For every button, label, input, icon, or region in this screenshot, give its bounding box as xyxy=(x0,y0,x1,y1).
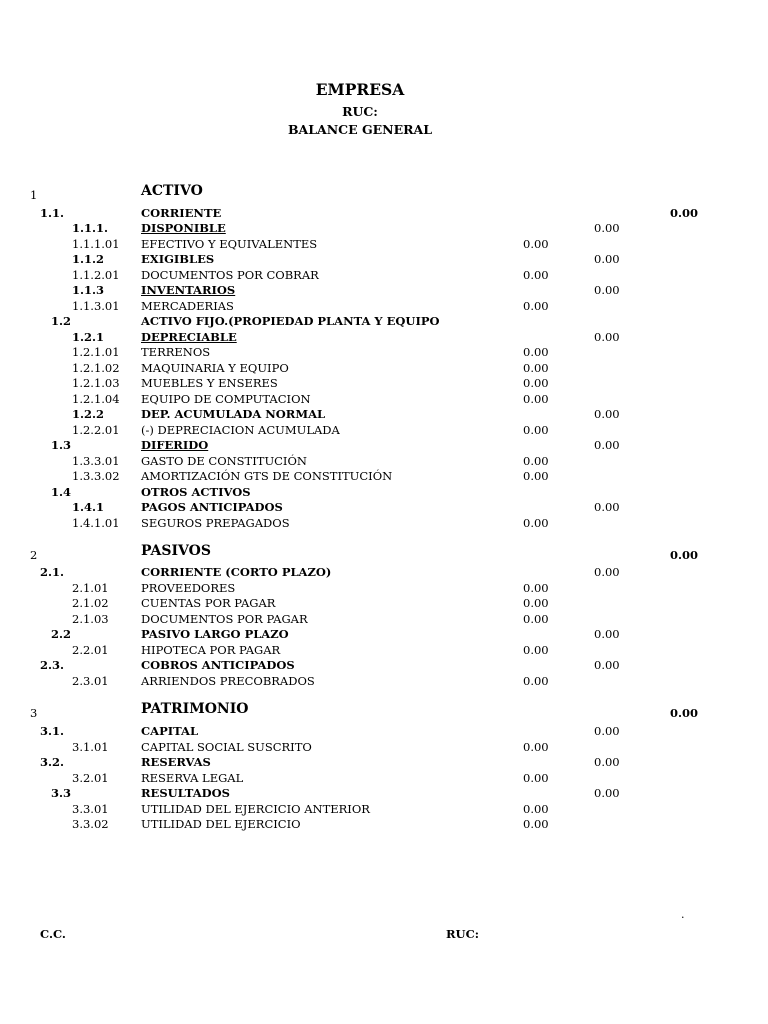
amount-v1: 0.00 xyxy=(523,817,549,831)
amount-v1: 0.00 xyxy=(523,237,549,251)
amount-v2: 0.00 xyxy=(594,755,620,769)
account-name: UTILIDAD DEL EJERCICIO ANTERIOR xyxy=(141,802,370,816)
account-code: 3.2.01 xyxy=(72,771,109,785)
amount-v1: 0.00 xyxy=(523,643,549,657)
amount-v2: 0.00 xyxy=(594,221,620,235)
account-code: 1.2 xyxy=(51,314,72,328)
account-code: 2.3.01 xyxy=(72,674,109,688)
amount-v1: 0.00 xyxy=(523,454,549,468)
account-code: 1.1.1.01 xyxy=(72,237,120,251)
account-code: 2.1.01 xyxy=(72,581,109,595)
amount-v2: 0.00 xyxy=(594,627,620,641)
group-row xyxy=(0,206,768,221)
account-row xyxy=(0,581,768,596)
amount-v2: 0.00 xyxy=(594,786,620,800)
amount-v1: 0.00 xyxy=(523,268,549,282)
account-code: 1.2.1.04 xyxy=(72,392,120,406)
group-row xyxy=(0,314,768,329)
section-row xyxy=(0,183,768,203)
account-row xyxy=(0,817,768,832)
account-name: DIFERIDO xyxy=(141,438,209,452)
account-name: PATRIMONIO xyxy=(141,701,249,717)
amount-v1: 0.00 xyxy=(523,392,549,406)
account-row xyxy=(0,345,768,360)
account-row xyxy=(0,802,768,817)
amount-v2: 0.00 xyxy=(594,407,620,421)
account-code: 1.2.1.01 xyxy=(72,345,120,359)
account-name: EQUIPO DE COMPUTACION xyxy=(141,392,311,406)
account-name: CORRIENTE (CORTO PLAZO) xyxy=(141,565,332,579)
account-row xyxy=(0,361,768,376)
account-row xyxy=(0,237,768,252)
account-code: 2.1.03 xyxy=(72,612,109,626)
account-name: RESERVAS xyxy=(141,755,211,769)
amount-v1: 0.00 xyxy=(523,299,549,313)
account-name: (-) DEPRECIACION ACUMULADA xyxy=(141,423,340,437)
account-row xyxy=(0,596,768,611)
account-code: 1.4.1.01 xyxy=(72,516,120,530)
account-name: OTROS ACTIVOS xyxy=(141,485,251,499)
account-row xyxy=(0,392,768,407)
account-code: 3.2. xyxy=(40,755,65,769)
account-name: RESULTADOS xyxy=(141,786,230,800)
account-name: PASIVO LARGO PLAZO xyxy=(141,627,289,641)
amount-v1: 0.00 xyxy=(523,345,549,359)
amount-v2: 0.00 xyxy=(594,658,620,672)
amount-v1: 0.00 xyxy=(523,740,549,754)
account-name: ARRIENDOS PRECOBRADOS xyxy=(141,674,315,688)
group-row xyxy=(0,330,768,345)
account-code: 1.1.2 xyxy=(72,252,105,266)
account-name: MAQUINARIA Y EQUIPO xyxy=(141,361,289,375)
amount-v1: 0.00 xyxy=(523,596,549,610)
group-row xyxy=(0,786,768,801)
amount-v3: 0.00 xyxy=(670,548,699,562)
amount-v1: 0.00 xyxy=(523,376,549,390)
group-row xyxy=(0,500,768,515)
account-code: 1.2.1 xyxy=(72,330,105,344)
account-name: DEPRECIABLE xyxy=(141,330,237,344)
account-code: 1.3 xyxy=(51,438,72,452)
account-row xyxy=(0,299,768,314)
account-code: 3.1. xyxy=(40,724,65,738)
amount-v2: 0.00 xyxy=(594,252,620,266)
group-row xyxy=(0,252,768,267)
account-name: CUENTAS POR PAGAR xyxy=(141,596,276,610)
account-code: 1.1.3 xyxy=(72,283,105,297)
amount-v2: 0.00 xyxy=(594,500,620,514)
group-row xyxy=(0,485,768,500)
account-row xyxy=(0,771,768,786)
account-name: UTILIDAD DEL EJERCICIO xyxy=(141,817,301,831)
account-name: PAGOS ANTICIPADOS xyxy=(141,500,283,514)
account-row xyxy=(0,376,768,391)
account-row xyxy=(0,740,768,755)
account-name: MERCADERIAS xyxy=(141,299,234,313)
account-name: HIPOTECA POR PAGAR xyxy=(141,643,281,657)
group-row xyxy=(0,627,768,642)
company-name: EMPRESA xyxy=(315,80,405,99)
account-name: ACTIVO xyxy=(141,183,203,199)
account-code: 2.1. xyxy=(40,565,65,579)
account-code: 2.1.02 xyxy=(72,596,109,610)
account-code: 1.2.2 xyxy=(72,407,105,421)
account-name: DEP. ACUMULADA NORMAL xyxy=(141,407,326,421)
account-name: AMORTIZACIÓN GTS DE CONSTITUCIÓN xyxy=(141,469,393,483)
signature-cc: C.C. xyxy=(40,927,66,941)
group-row xyxy=(0,221,768,236)
amount-v1: 0.00 xyxy=(523,516,549,530)
group-row xyxy=(0,724,768,739)
group-row xyxy=(0,283,768,298)
account-code: 1.2.2.01 xyxy=(72,423,120,437)
amount-v1: 0.00 xyxy=(523,674,549,688)
account-code: 2.3. xyxy=(40,658,65,672)
account-name: ACTIVO FIJO.(PROPIEDAD PLANTA Y EQUIPO xyxy=(141,314,440,328)
document-title: BALANCE GENERAL xyxy=(287,122,433,137)
group-row xyxy=(0,755,768,770)
account-name: MUEBLES Y ENSERES xyxy=(141,376,278,390)
account-code: 1.2.1.03 xyxy=(72,376,120,390)
section-row xyxy=(0,543,768,563)
account-name: EXIGIBLES xyxy=(141,252,215,266)
account-code: 1.1.3.01 xyxy=(72,299,120,313)
account-code: 3 xyxy=(30,706,38,720)
amount-v1: 0.00 xyxy=(523,771,549,785)
account-code: 2.2.01 xyxy=(72,643,109,657)
amount-v2: 0.00 xyxy=(594,330,620,344)
account-name: COBROS ANTICIPADOS xyxy=(141,658,295,672)
account-name: CORRIENTE xyxy=(141,206,222,220)
account-name: CAPITAL SOCIAL SUSCRITO xyxy=(141,740,312,754)
amount-v3: 0.00 xyxy=(670,706,699,720)
amount-v1: 0.00 xyxy=(523,469,549,483)
account-name: CAPITAL xyxy=(141,724,199,738)
account-row xyxy=(0,612,768,627)
account-code: 1.1.2.01 xyxy=(72,268,120,282)
amount-v1: 0.00 xyxy=(523,612,549,626)
account-row xyxy=(0,454,768,469)
account-name: DOCUMENTOS POR PAGAR xyxy=(141,612,308,626)
account-row xyxy=(0,423,768,438)
account-code: 3.1.01 xyxy=(72,740,109,754)
amount-v1: 0.00 xyxy=(523,361,549,375)
account-code: 2 xyxy=(30,548,38,562)
amount-v1: 0.00 xyxy=(523,802,549,816)
amount-v2: 0.00 xyxy=(594,565,620,579)
account-row xyxy=(0,469,768,484)
account-code: 1.1. xyxy=(40,206,65,220)
account-name: INVENTARIOS xyxy=(141,283,236,297)
account-row xyxy=(0,643,768,658)
account-row xyxy=(0,268,768,283)
group-row xyxy=(0,438,768,453)
account-name: SEGUROS PREPAGADOS xyxy=(141,516,290,530)
signature-ruc: RUC: xyxy=(446,927,479,941)
account-code: 3.3.02 xyxy=(72,817,109,831)
amount-v1: 0.00 xyxy=(523,423,549,437)
account-code: 2.2 xyxy=(51,627,72,641)
group-row xyxy=(0,407,768,422)
account-code: 1.1.1. xyxy=(72,221,109,235)
section-row xyxy=(0,701,768,721)
account-name: PASIVOS xyxy=(141,543,211,559)
account-row xyxy=(0,516,768,531)
amount-v2: 0.00 xyxy=(594,724,620,738)
account-name: RESERVA LEGAL xyxy=(141,771,244,785)
account-code: 1.4 xyxy=(51,485,72,499)
group-row xyxy=(0,658,768,673)
group-row xyxy=(0,565,768,580)
footer-dot: . xyxy=(681,908,685,921)
company-ruc: RUC: xyxy=(342,104,378,119)
account-name: DISPONIBLE xyxy=(141,221,226,235)
account-row xyxy=(0,674,768,689)
amount-v2: 0.00 xyxy=(594,438,620,452)
account-code: 1.2.1.02 xyxy=(72,361,120,375)
account-code: 1.3.3.01 xyxy=(72,454,120,468)
account-code: 1 xyxy=(30,188,38,202)
account-name: EFECTIVO Y EQUIVALENTES xyxy=(141,237,318,251)
amount-v1: 0.00 xyxy=(523,581,549,595)
account-code: 1.3.3.02 xyxy=(72,469,120,483)
account-name: DOCUMENTOS POR COBRAR xyxy=(141,268,319,282)
amount-v2: 0.00 xyxy=(594,283,620,297)
account-code: 3.3.01 xyxy=(72,802,109,816)
account-name: GASTO DE CONSTITUCIÓN xyxy=(141,454,307,468)
account-code: 1.4.1 xyxy=(72,500,105,514)
account-code: 3.3 xyxy=(51,786,72,800)
account-name: PROVEEDORES xyxy=(141,581,236,595)
account-name: TERRENOS xyxy=(141,345,211,359)
amount-v3: 0.00 xyxy=(670,206,699,220)
